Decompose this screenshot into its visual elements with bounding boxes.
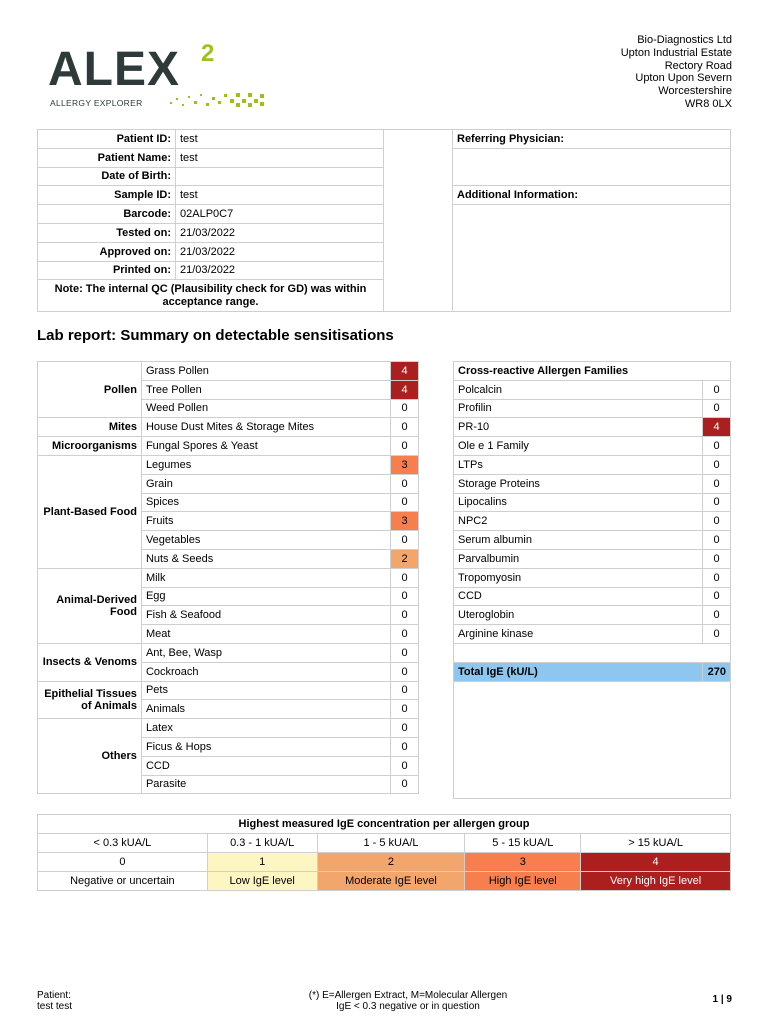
allergen-row	[38, 568, 419, 587]
allergen-score: 4	[391, 380, 419, 399]
allergen-name: House Dust Mites & Storage Mites	[141, 418, 390, 437]
legend-class: 4	[581, 853, 731, 872]
cross-reactive-score: 0	[703, 606, 731, 625]
approved-on-value: 21/03/2022	[176, 242, 384, 261]
cross-reactive-name: Parvalbumin	[454, 549, 703, 568]
cross-reactive-row	[454, 380, 731, 399]
sample-id-label: Sample ID:	[38, 186, 176, 205]
legend-title: Highest measured IgE concentration per allergen group	[38, 815, 731, 834]
allergen-name: Grain	[141, 474, 390, 493]
cross-reactive-score: 0	[703, 380, 731, 399]
allergen-name: Milk	[141, 568, 390, 587]
footer-patient-label: Patient:	[37, 990, 71, 1001]
allergen-row	[38, 437, 419, 456]
cross-reactive-score: 0	[703, 568, 731, 587]
allergen-score: 3	[391, 512, 419, 531]
allergen-row	[38, 418, 419, 437]
allergen-score: 0	[391, 719, 419, 738]
allergen-group-table	[37, 361, 419, 794]
cross-reactive-row	[454, 455, 731, 474]
legend-class: 2	[317, 853, 465, 872]
allergen-group-label: Animal-Derived Food	[38, 568, 142, 643]
cross-reactive-name: Serum albumin	[454, 531, 703, 550]
allergen-score: 0	[391, 568, 419, 587]
allergen-name: CCD	[141, 756, 390, 775]
legend-description: Moderate IgE level	[317, 872, 465, 891]
cross-reactive-score: 0	[703, 512, 731, 531]
cross-reactive-row	[454, 606, 731, 625]
cross-reactive-score: 4	[703, 418, 731, 437]
allergen-score: 2	[391, 549, 419, 568]
referring-physician-label: Referring Physician:	[453, 130, 731, 149]
blank-row	[454, 643, 731, 662]
allergen-score: 3	[391, 455, 419, 474]
allergen-name: Grass Pollen	[141, 362, 390, 381]
allergen-name: Spices	[141, 493, 390, 512]
allergen-score: 0	[391, 681, 419, 700]
additional-info-label: Additional Information:	[453, 186, 731, 205]
footer-notes	[230, 990, 586, 1012]
cross-reactive-name: Polcalcin	[454, 380, 703, 399]
cross-reactive-score: 0	[703, 549, 731, 568]
legend-range: < 0.3 kUA/L	[38, 834, 208, 853]
logo-dot-pattern-icon	[160, 92, 270, 108]
total-ige-label: Total IgE (kU/L)	[454, 662, 703, 681]
cross-reactive-row	[454, 437, 731, 456]
allergen-group-label: Pollen	[38, 362, 142, 418]
allergen-score: 0	[391, 625, 419, 644]
allergen-score: 0	[391, 474, 419, 493]
cross-reactive-score: 0	[703, 493, 731, 512]
patient-name-label: Patient Name:	[38, 148, 176, 167]
allergen-name: Ant, Bee, Wasp	[141, 643, 390, 662]
cross-reactive-score: 0	[703, 531, 731, 550]
allergen-row	[38, 681, 419, 700]
cross-reactive-table	[453, 361, 731, 682]
legend-range: 0.3 - 1 kUA/L	[207, 834, 317, 853]
allergen-score: 0	[391, 587, 419, 606]
cross-reactive-name: Ole e 1 Family	[454, 437, 703, 456]
allergen-name: Ficus & Hops	[141, 737, 390, 756]
barcode-label: Barcode:	[38, 205, 176, 224]
dob-label: Date of Birth:	[38, 167, 176, 186]
footer-note-line: IgE < 0.3 negative or in question	[336, 1001, 480, 1012]
cross-reactive-name: Tropomyosin	[454, 568, 703, 587]
allergen-name: Legumes	[141, 455, 390, 474]
cross-reactive-name: Arginine kinase	[454, 625, 703, 644]
allergen-name: Tree Pollen	[141, 380, 390, 399]
patient-info-table	[37, 129, 731, 312]
section-title: Lab report: Summary on detectable sensitisations	[37, 327, 394, 344]
cross-reactive-row	[454, 549, 731, 568]
legend-description: Negative or uncertain	[38, 872, 208, 891]
legend-description: High IgE level	[465, 872, 581, 891]
cross-reactive-row	[454, 531, 731, 550]
additional-info-value	[453, 205, 731, 312]
allergen-score: 0	[391, 493, 419, 512]
allergen-name: Nuts & Seeds	[141, 549, 390, 568]
spacer-cell	[384, 130, 453, 312]
page-number: 1 | 9	[712, 994, 732, 1005]
logo-wordmark: ALEX	[48, 43, 181, 96]
cross-reactive-score: 0	[703, 399, 731, 418]
cross-reactive-score: 0	[703, 587, 731, 606]
tested-on-value: 21/03/2022	[176, 223, 384, 242]
legend-range: > 15 kUA/L	[581, 834, 731, 853]
allergen-name: Cockroach	[141, 662, 390, 681]
legend-class: 3	[465, 853, 581, 872]
allergen-score: 0	[391, 756, 419, 775]
cross-reactive-name: Profilin	[454, 399, 703, 418]
logo-tagline: ALLERGY EXPLORER	[50, 98, 143, 108]
cross-reactive-row	[454, 568, 731, 587]
allergen-score: 0	[391, 737, 419, 756]
logo-superscript: 2	[201, 40, 215, 67]
address-line: Bio-Diagnostics Ltd	[637, 34, 732, 46]
footer-patient-name: test test	[37, 1001, 73, 1012]
allergen-row	[38, 719, 419, 738]
address-line: Upton Upon Severn	[635, 72, 732, 85]
legend-class: 1	[207, 853, 317, 872]
allergen-name: Vegetables	[141, 531, 390, 550]
cross-reactive-title: Cross-reactive Allergen Families	[454, 362, 731, 381]
allergen-name: Latex	[141, 719, 390, 738]
cross-reactive-score: 0	[703, 474, 731, 493]
allergen-score: 0	[391, 399, 419, 418]
allergen-name: Weed Pollen	[141, 399, 390, 418]
cross-reactive-score: 0	[703, 437, 731, 456]
address-line: WR8 0LX	[684, 97, 732, 110]
cross-reactive-score: 0	[703, 625, 731, 644]
allergen-group-label: Mites	[38, 418, 142, 437]
allergen-name: Pets	[141, 681, 390, 700]
qc-note: Note: The internal QC (Plausibility check for GD) was within acceptance range.	[38, 280, 384, 312]
allergen-score: 0	[391, 643, 419, 662]
cross-reactive-row	[454, 399, 731, 418]
cross-reactive-row	[454, 474, 731, 493]
address-line: Upton Industrial Estate	[620, 46, 732, 59]
legend-class: 0	[38, 853, 208, 872]
allergen-group-label: Plant-Based Food	[38, 455, 142, 568]
allergen-name: Animals	[141, 700, 390, 719]
cross-reactive-name: LTPs	[454, 455, 703, 474]
allergen-score: 0	[391, 700, 419, 719]
cross-reactive-row	[454, 418, 731, 437]
sample-id-value: test	[176, 186, 384, 205]
allergen-group-label: Epithelial Tissues of Animals	[38, 681, 142, 719]
cross-reactive-name: Uteroglobin	[454, 606, 703, 625]
allergen-group-label: Others	[38, 719, 142, 794]
legend-range: 1 - 5 kUA/L	[317, 834, 465, 853]
tested-on-label: Tested on:	[38, 223, 176, 242]
referring-physician-value	[453, 148, 731, 186]
total-ige-value: 270	[703, 662, 731, 681]
allergen-name: Meat	[141, 625, 390, 644]
cross-reactive-row	[454, 512, 731, 531]
legend-range: 5 - 15 kUA/L	[465, 834, 581, 853]
footer-note-line: (*) E=Allergen Extract, M=Molecular Allergen	[308, 990, 508, 1001]
allergen-row	[38, 362, 419, 381]
allergen-name: Fruits	[141, 512, 390, 531]
address-line: Rectory Road	[664, 59, 732, 72]
approved-on-label: Approved on:	[38, 242, 176, 261]
allergen-row	[38, 643, 419, 662]
patient-id-label: Patient ID:	[38, 130, 176, 149]
cross-reactive-name: Lipocalins	[454, 493, 703, 512]
cross-reactive-name: Storage Proteins	[454, 474, 703, 493]
alex-logo	[48, 42, 228, 112]
lab-address	[621, 34, 732, 111]
allergen-score: 0	[391, 662, 419, 681]
allergen-name: Fungal Spores & Yeast	[141, 437, 390, 456]
allergen-score: 0	[391, 418, 419, 437]
cross-reactive-row	[454, 625, 731, 644]
patient-name-value: test	[176, 148, 384, 167]
barcode-value: 02ALP0C7	[176, 205, 384, 224]
allergen-name: Fish & Seafood	[141, 606, 390, 625]
ige-legend-table	[37, 814, 731, 891]
cross-reactive-row	[454, 587, 731, 606]
cross-reactive-row	[454, 493, 731, 512]
cross-reactive-empty-area	[453, 679, 731, 799]
address-line: Worcestershire	[658, 85, 732, 98]
allergen-score: 4	[391, 362, 419, 381]
cross-reactive-score: 0	[703, 455, 731, 474]
cross-reactive-name: CCD	[454, 587, 703, 606]
legend-description: Very high IgE level	[581, 872, 731, 891]
legend-description: Low IgE level	[207, 872, 317, 891]
allergen-score: 0	[391, 775, 419, 794]
allergen-name: Egg	[141, 587, 390, 606]
allergen-score: 0	[391, 606, 419, 625]
allergen-row	[38, 455, 419, 474]
cross-reactive-name: PR-10	[454, 418, 703, 437]
allergen-score: 0	[391, 437, 419, 456]
allergen-group-label: Microorganisms	[38, 437, 142, 456]
dob-value	[176, 167, 384, 186]
printed-on-value: 21/03/2022	[176, 261, 384, 280]
allergen-name: Parasite	[141, 775, 390, 794]
cross-reactive-name: NPC2	[454, 512, 703, 531]
footer-patient	[37, 990, 72, 1012]
allergen-group-label: Insects & Venoms	[38, 643, 142, 681]
allergen-score: 0	[391, 531, 419, 550]
patient-id-value: test	[176, 130, 384, 149]
printed-on-label: Printed on:	[38, 261, 176, 280]
